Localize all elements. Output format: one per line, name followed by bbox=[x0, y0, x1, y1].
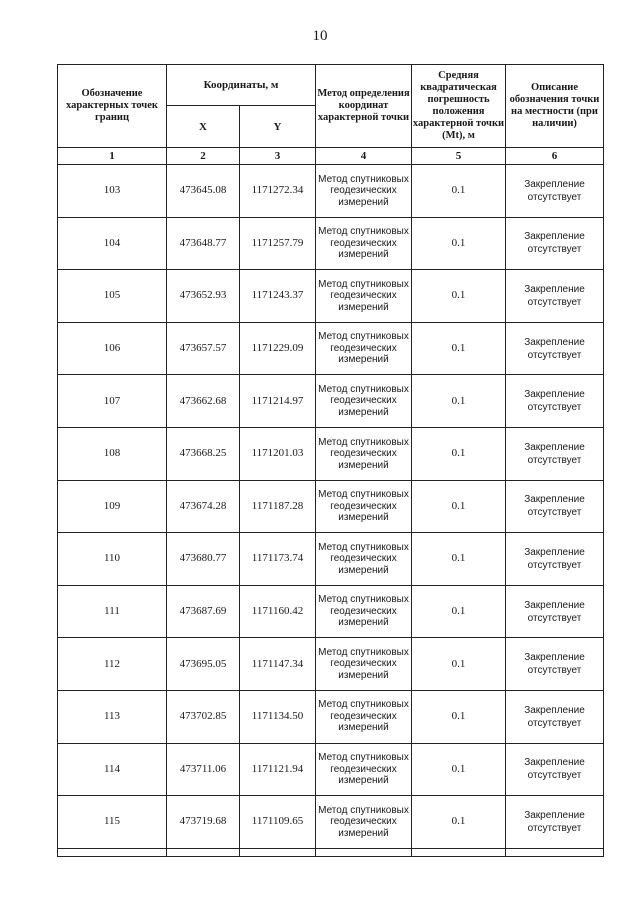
header-description: Описание обозначения точки на местности (при наличии) bbox=[506, 65, 604, 148]
method-cell: Метод спутниковых геодезических измерений bbox=[316, 375, 412, 428]
method-cell: Метод спутниковых геодезических измерений bbox=[316, 480, 412, 533]
description-line: отсутствует bbox=[527, 770, 582, 782]
description-line: отсутствует bbox=[527, 665, 582, 677]
x-coordinate-cell: 473711.06 bbox=[167, 743, 240, 796]
column-number: 3 bbox=[240, 148, 316, 165]
x-coordinate-cell: 473674.28 bbox=[167, 480, 240, 533]
point-id-cell: 112 bbox=[58, 638, 167, 691]
table-row bbox=[58, 480, 604, 533]
description-cell bbox=[506, 638, 604, 691]
empty-cell bbox=[506, 848, 604, 856]
column-number-row bbox=[58, 148, 604, 165]
error-cell: 0.1 bbox=[412, 165, 506, 218]
error-cell: 0.1 bbox=[412, 217, 506, 270]
description-line: Закрепление bbox=[524, 389, 585, 401]
error-cell: 0.1 bbox=[412, 533, 506, 586]
description-line: Закрепление bbox=[524, 704, 585, 716]
description-cell bbox=[506, 322, 604, 375]
point-id-cell: 108 bbox=[58, 427, 167, 480]
point-id-cell: 104 bbox=[58, 217, 167, 270]
error-cell: 0.1 bbox=[412, 322, 506, 375]
method-cell: Метод спутниковых геодезических измерений bbox=[316, 743, 412, 796]
empty-cell bbox=[412, 848, 506, 856]
column-number: 6 bbox=[506, 148, 604, 165]
description-line: Закрепление bbox=[524, 178, 585, 190]
description-line: отсутствует bbox=[527, 507, 582, 519]
x-coordinate-cell: 473680.77 bbox=[167, 533, 240, 586]
description-line: отсутствует bbox=[527, 244, 582, 256]
description-line: отсутствует bbox=[527, 822, 582, 834]
header-point-designation: Обозначение характерных точек границ bbox=[58, 65, 167, 148]
description-line: Закрепление bbox=[524, 336, 585, 348]
y-coordinate-cell: 1171160.42 bbox=[240, 585, 316, 638]
method-cell: Метод спутниковых геодезических измерений bbox=[316, 533, 412, 586]
column-number: 4 bbox=[316, 148, 412, 165]
x-coordinate-cell: 473702.85 bbox=[167, 690, 240, 743]
header-mean-square-error: Средняя квадратическая погрешность положения характерной точки (Mt), м bbox=[412, 65, 506, 148]
x-coordinate-cell: 473652.93 bbox=[167, 270, 240, 323]
point-id-cell: 106 bbox=[58, 322, 167, 375]
description-cell bbox=[506, 743, 604, 796]
error-cell: 0.1 bbox=[412, 270, 506, 323]
point-id-cell: 113 bbox=[58, 690, 167, 743]
x-coordinate-cell: 473657.57 bbox=[167, 322, 240, 375]
x-coordinate-cell: 473648.77 bbox=[167, 217, 240, 270]
empty-cell bbox=[58, 848, 167, 856]
table-row bbox=[58, 796, 604, 849]
error-cell: 0.1 bbox=[412, 427, 506, 480]
point-id-cell: 103 bbox=[58, 165, 167, 218]
description-cell bbox=[506, 375, 604, 428]
y-coordinate-cell: 1171173.74 bbox=[240, 533, 316, 586]
method-cell: Метод спутниковых геодезических измерений bbox=[316, 690, 412, 743]
error-cell: 0.1 bbox=[412, 638, 506, 691]
x-coordinate-cell: 473719.68 bbox=[167, 796, 240, 849]
table-row bbox=[58, 217, 604, 270]
table-row-continuation bbox=[58, 848, 604, 856]
table-row bbox=[58, 322, 604, 375]
description-cell bbox=[506, 427, 604, 480]
description-line: отсутствует bbox=[527, 454, 582, 466]
description-line: отсутствует bbox=[527, 296, 582, 308]
header-x: X bbox=[167, 106, 240, 148]
method-cell: Метод спутниковых геодезических измерений bbox=[316, 585, 412, 638]
description-line: Закрепление bbox=[524, 283, 585, 295]
error-cell: 0.1 bbox=[412, 690, 506, 743]
header-method: Метод определения координат характерной точки bbox=[316, 65, 412, 148]
description-line: отсутствует bbox=[527, 402, 582, 414]
table-row bbox=[58, 165, 604, 218]
error-cell: 0.1 bbox=[412, 480, 506, 533]
y-coordinate-cell: 1171243.37 bbox=[240, 270, 316, 323]
column-number: 1 bbox=[58, 148, 167, 165]
description-cell bbox=[506, 270, 604, 323]
y-coordinate-cell: 1171109.65 bbox=[240, 796, 316, 849]
empty-cell bbox=[316, 848, 412, 856]
point-id-cell: 107 bbox=[58, 375, 167, 428]
description-line: Закрепление bbox=[524, 757, 585, 769]
description-line: Закрепление bbox=[524, 546, 585, 558]
description-cell bbox=[506, 585, 604, 638]
x-coordinate-cell: 473687.69 bbox=[167, 585, 240, 638]
description-line: отсутствует bbox=[527, 612, 582, 624]
x-coordinate-cell: 473668.25 bbox=[167, 427, 240, 480]
method-cell: Метод спутниковых геодезических измерений bbox=[316, 427, 412, 480]
header-coordinates: Координаты, м bbox=[167, 65, 316, 106]
description-line: Закрепление bbox=[524, 652, 585, 664]
point-id-cell: 115 bbox=[58, 796, 167, 849]
error-cell: 0.1 bbox=[412, 585, 506, 638]
y-coordinate-cell: 1171121.94 bbox=[240, 743, 316, 796]
y-coordinate-cell: 1171201.03 bbox=[240, 427, 316, 480]
error-cell: 0.1 bbox=[412, 796, 506, 849]
method-cell: Метод спутниковых геодезических измерений bbox=[316, 322, 412, 375]
table-row bbox=[58, 690, 604, 743]
description-line: Закрепление bbox=[524, 599, 585, 611]
column-number: 5 bbox=[412, 148, 506, 165]
method-cell: Метод спутниковых геодезических измерений bbox=[316, 638, 412, 691]
y-coordinate-cell: 1171229.09 bbox=[240, 322, 316, 375]
y-coordinate-cell: 1171272.34 bbox=[240, 165, 316, 218]
description-cell bbox=[506, 217, 604, 270]
x-coordinate-cell: 473645.08 bbox=[167, 165, 240, 218]
empty-cell bbox=[240, 848, 316, 856]
y-coordinate-cell: 1171257.79 bbox=[240, 217, 316, 270]
point-id-cell: 109 bbox=[58, 480, 167, 533]
method-cell: Метод спутниковых геодезических измерений bbox=[316, 270, 412, 323]
table-row bbox=[58, 743, 604, 796]
description-line: Закрепление bbox=[524, 441, 585, 453]
table-row bbox=[58, 533, 604, 586]
y-coordinate-cell: 1171187.28 bbox=[240, 480, 316, 533]
empty-cell bbox=[167, 848, 240, 856]
table-row bbox=[58, 585, 604, 638]
table-row bbox=[58, 427, 604, 480]
point-id-cell: 114 bbox=[58, 743, 167, 796]
description-line: Закрепление bbox=[524, 231, 585, 243]
point-id-cell: 105 bbox=[58, 270, 167, 323]
table-row bbox=[58, 270, 604, 323]
page-number: 10 bbox=[312, 28, 328, 44]
description-line: Закрепление bbox=[524, 494, 585, 506]
description-line: отсутствует bbox=[527, 559, 582, 571]
y-coordinate-cell: 1171214.97 bbox=[240, 375, 316, 428]
description-line: Закрепление bbox=[524, 809, 585, 821]
description-cell bbox=[506, 533, 604, 586]
x-coordinate-cell: 473662.68 bbox=[167, 375, 240, 428]
error-cell: 0.1 bbox=[412, 375, 506, 428]
description-line: отсутствует bbox=[527, 191, 582, 203]
point-id-cell: 110 bbox=[58, 533, 167, 586]
column-number: 2 bbox=[167, 148, 240, 165]
method-cell: Метод спутниковых геодезических измерений bbox=[316, 796, 412, 849]
table-row bbox=[58, 638, 604, 691]
x-coordinate-cell: 473695.05 bbox=[167, 638, 240, 691]
y-coordinate-cell: 1171134.50 bbox=[240, 690, 316, 743]
method-cell: Метод спутниковых геодезических измерений bbox=[316, 217, 412, 270]
table-row bbox=[58, 375, 604, 428]
method-cell: Метод спутниковых геодезических измерений bbox=[316, 165, 412, 218]
description-cell bbox=[506, 165, 604, 218]
error-cell: 0.1 bbox=[412, 743, 506, 796]
y-coordinate-cell: 1171147.34 bbox=[240, 638, 316, 691]
description-line: отсутствует bbox=[527, 349, 582, 361]
header-y: Y bbox=[240, 106, 316, 148]
description-cell bbox=[506, 690, 604, 743]
coordinates-table bbox=[57, 64, 604, 857]
description-line: отсутствует bbox=[527, 717, 582, 729]
description-cell bbox=[506, 796, 604, 849]
description-cell bbox=[506, 480, 604, 533]
point-id-cell: 111 bbox=[58, 585, 167, 638]
